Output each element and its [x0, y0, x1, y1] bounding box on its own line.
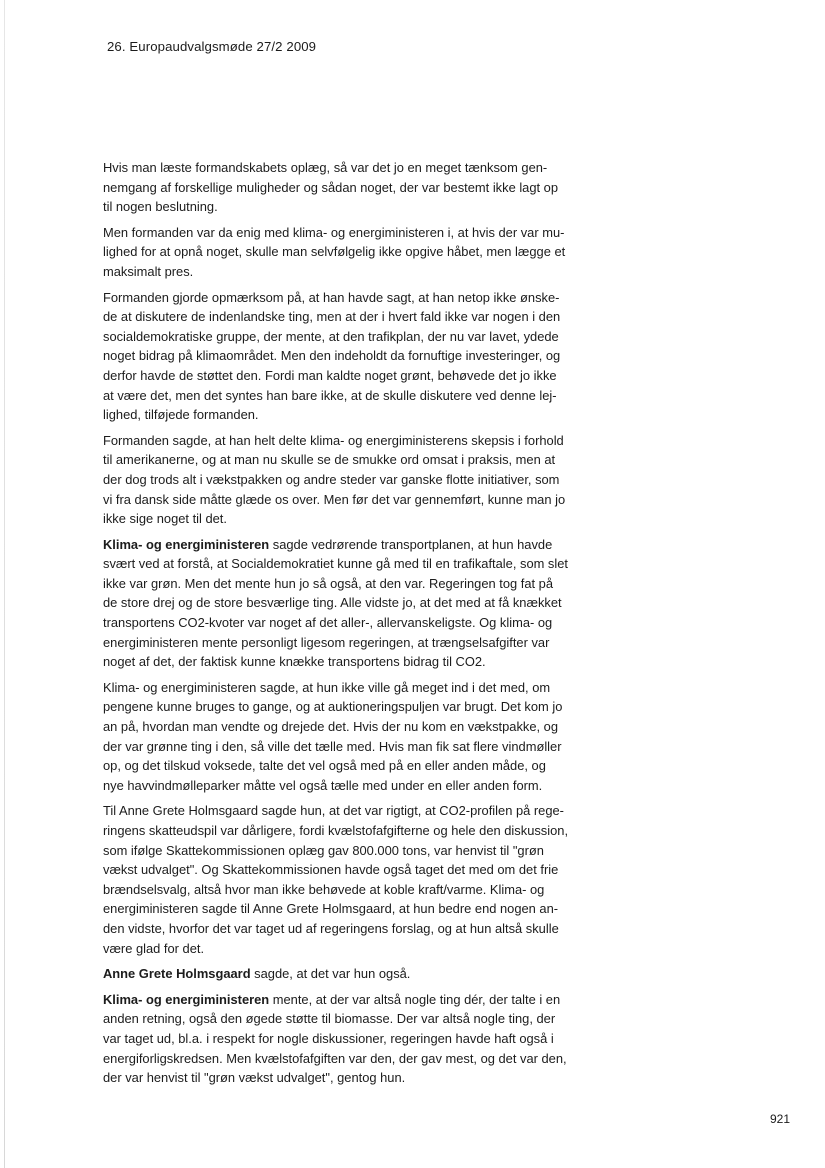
text-line: Formanden gjorde opmærksom på, at han havde sagt, at han netop ikke ønske-	[103, 289, 560, 305]
text-line: var taget ud, bl.a. i respekt for nogle diskussioner, regeringen havde haft også i	[103, 1030, 554, 1046]
text-line	[103, 535, 585, 555]
text-line: ikke var grøn. Men det mente hun jo så også, at den var. Regeringen tog fat på	[103, 575, 554, 591]
text-line: lighed for at opnå noget, skulle man selvfølgelig ikke opgive håbet, men lægge et	[103, 244, 566, 260]
page-number: 921	[770, 1112, 791, 1126]
text-line: der var grønne ting i den, så ville det tælle med. Hvis man fik sat flere vindmøller	[103, 738, 562, 754]
text-line: energiministeren sagde til Anne Grete Holmsgaard, at hun bedre end nogen an-	[103, 901, 559, 917]
text-line: nye havvindmølleparker måtte vel også tælle med under en eller anden form.	[103, 777, 543, 793]
text-run: sagde vedrørende transportplanen, at hun havde	[269, 536, 553, 552]
speaker-name: Klima- og energiministeren	[103, 991, 270, 1007]
text-line: ikke sige noget til det.	[103, 511, 227, 527]
text-line: der var henvist til "grøn vækst udvalget", gentog hun.	[103, 1070, 406, 1086]
text-line: noget bidrag på klimaområdet. Men den indeholdt da fornuftige investeringer, og	[103, 348, 561, 364]
text-line: brændselsvalg, altså hvor man ikke behøvede at koble kraft/varme. Klima- og	[103, 881, 545, 897]
paragraph	[103, 431, 585, 529]
text-line: Til Anne Grete Holmsgaard sagde hun, at det var rigtigt, at CO2-profilen på rege-	[103, 803, 564, 819]
text-line: anden retning, også den øgede støtte til biomasse. Der var altså nogle ting, der	[103, 1011, 556, 1027]
text-line	[103, 964, 585, 984]
text-line: lighed, tilføjede formanden.	[103, 407, 259, 423]
text-line: som ifølge Skattekommissionen oplæg gav 800.000 tons, var henvist til "grøn	[103, 842, 544, 858]
text-line: nemgang af forskellige muligheder og sådan noget, der var bestemt ikke lagt op	[103, 179, 559, 195]
speaker-name: Klima- og energiministeren	[103, 536, 270, 552]
text-line: Formanden sagde, at han helt delte klima- og energiministerens skepsis i forhold	[103, 432, 564, 448]
text-line: til nogen beslutning.	[103, 199, 218, 215]
text-run: sagde, at det var hun også.	[250, 966, 411, 982]
text-line: svært ved at forstå, at Socialdemokratiet kunne gå med til en trafikaftale, som slet	[103, 556, 568, 572]
text-line: an på, hvordan man vendte og drejede det. Hvis der nu kom en vækstpakke, og	[103, 719, 559, 735]
paragraph	[103, 678, 585, 796]
text-line: socialdemokratiske gruppe, der mente, at den trafikplan, der nu var lavet, ydede	[103, 328, 559, 344]
paragraph	[103, 964, 585, 984]
text-line: op, og det tilskud voksede, talte det vel også med på en eller anden måde, og	[103, 758, 546, 774]
text-line: Klima- og energiministeren sagde, at hun ikke ville gå meget ind i det med, om	[103, 679, 551, 695]
speaker-name: Anne Grete Holmsgaard	[103, 966, 251, 982]
text-line: maksimalt pres.	[103, 263, 194, 279]
text-line: at være det, men det syntes han bare ikke, at de skulle diskutere ved denne lej-	[103, 387, 557, 403]
paragraph	[103, 801, 585, 958]
text-line: energiministeren mente personligt ligesom regeringen, at trængselsafgifter var	[103, 634, 550, 650]
text-line: vi fra dansk side måtte glæde os over. Men før det var gennemført, kunne man jo	[103, 491, 566, 507]
text-run: mente, at der var altså nogle ting dér, der talte i en	[269, 991, 561, 1007]
text-line: de at diskutere de indenlandske ting, men at der i hvert fald ikke var nogen i den	[103, 309, 561, 325]
page-header: 26. Europaudvalgsmøde 27/2 2009	[107, 39, 317, 54]
paragraph	[103, 535, 585, 672]
text-line	[103, 990, 585, 1010]
text-line: transportens CO2-kvoter var noget af det aller-, allervanskeligste. Og klima- og	[103, 615, 553, 631]
paragraph	[103, 990, 585, 1088]
text-line: noget af det, der faktisk kunne knække transportens bidrag til CO2.	[103, 654, 486, 670]
text-line: der dog trods alt i vækstpakken og andre steder var ganske flotte initiativer, som	[103, 471, 560, 487]
text-line: de store drej og de store besværlige ting. Alle vidste jo, at det med at få knækket	[103, 595, 562, 611]
text-line: til amerikanerne, og at man nu skulle se de smukke ord omsat i praksis, men at	[103, 452, 556, 468]
paragraph	[103, 158, 585, 217]
text-line: pengene kunne bruges to gange, og at auktioneringspuljen var brugt. Det kom jo	[103, 699, 563, 715]
text-line: Men formanden var da enig med klima- og energiministeren i, at hvis der var mu-	[103, 224, 565, 240]
document-body	[103, 158, 585, 1094]
paragraph	[103, 223, 585, 282]
text-line: energiforligskredsen. Men kvælstofafgiften var den, der gav mest, og det var den,	[103, 1050, 567, 1066]
scan-edge	[4, 0, 5, 1168]
text-line: vækst udvalget". Og Skattekommissionen havde også taget det med om det frie	[103, 862, 559, 878]
text-line: derfor havde de støttet den. Fordi man kaldte noget grønt, behøvede det jo ikke	[103, 367, 557, 383]
paragraph	[103, 288, 585, 425]
text-line: være glad for det.	[103, 940, 205, 956]
text-line: den vidste, hvorfor det var taget ud af regeringens forslag, og at hun altså skulle	[103, 920, 559, 936]
text-line: Hvis man læste formandskabets oplæg, så var det jo en meget tænksom gen-	[103, 160, 548, 175]
text-line: ringens skatteudspil var dårligere, fordi kvælstofafgifterne og hele den diskussion,	[103, 823, 569, 838]
